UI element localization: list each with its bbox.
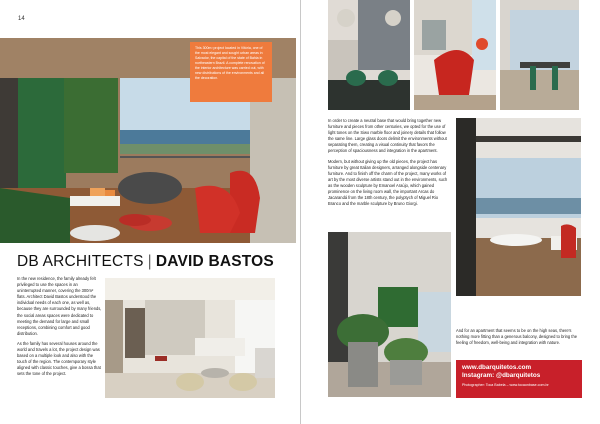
credits-box xyxy=(456,360,582,398)
instagram-handle[interactable]: Instagram: @dbarquitetos xyxy=(462,372,541,379)
closing-paragraph: And for an apartment that seems to be on the high seas, there's nothing more fitting than a generous balcony, designed to bring the feeling of freedom, well-being and integration with nature. xyxy=(456,328,577,346)
bottom-right-text xyxy=(456,328,581,356)
headline-architect: DAVID BASTOS xyxy=(155,253,274,270)
table-window-photo xyxy=(500,0,579,110)
headline-studio: DB ARCHITECTS xyxy=(17,253,144,270)
callout-text: This 300m² project located in Vitória, one of the most elegant and sought urban areas in Salvador, the capital of the state of Bahia in northeastern Brazil. A complete renovation of the interior architecture was carried out, with new distributions of the environments and all the decoration. xyxy=(195,46,265,80)
right-body-column xyxy=(328,118,450,238)
right-paragraph: In order to create a neutral base that would bring together new furniture and pieces from other centuries, we opted for the use of light tones on the Siwo marble floor and joinery details that follow the same line. Large glass doors delimit the environments without separating them, creating a visual continuity that favors the perception of spaciousness and integration in the apartment. xyxy=(328,118,447,154)
plants-balcony-photo xyxy=(328,232,451,397)
right-page xyxy=(300,0,600,424)
article-headline xyxy=(17,253,277,271)
living-room-photo xyxy=(105,278,275,398)
page-number: 14 xyxy=(18,16,25,22)
photographer-credit: Photographer: Toca Babela – www.tocaonbase.com.br xyxy=(462,383,549,387)
callout-box xyxy=(190,42,272,102)
red-chair-photo xyxy=(414,0,496,110)
open-plan-photo xyxy=(456,118,581,296)
left-body-column xyxy=(17,276,102,418)
left-paragraph: As the family has several houses around the world and travels a lot, the project design was based on a multiple look and also with the touch of the region. The contemporary style aligned with classic touches, give a bossa that sets the tone of the project. xyxy=(17,340,101,377)
dining-photo xyxy=(328,0,410,110)
right-paragraph: Modern, but without giving up the old pieces, the project has furniture by great Italian designers, arranged alongside centenary furniture. And to finish off the charm of the project, many works of art by the most diverse artists stand out in the environments, such as the wooden sculpture by Emanoel Araújo, which gained prominence on the living room wall, the important Arcas do Jacarandá from the 18th century, the polyptych of Miguel Rio Branco and the marble sculpture by Bruno Giorgi. xyxy=(328,158,448,207)
website-link[interactable]: www.dbarquitetos.com xyxy=(462,364,532,371)
headline-separator: | xyxy=(147,253,152,270)
left-paragraph: In the new residence, the family already felt privileged to use the spaces in an uninterrupted manner, covering the 300m² flats. Architect David Bastos understood the individual needs of each one, as well as, because they are surrounded by many friends, the social areas spaces were dedicated to meeting the demand for large and small receptions, combining comfort and good distribution. xyxy=(17,276,102,336)
